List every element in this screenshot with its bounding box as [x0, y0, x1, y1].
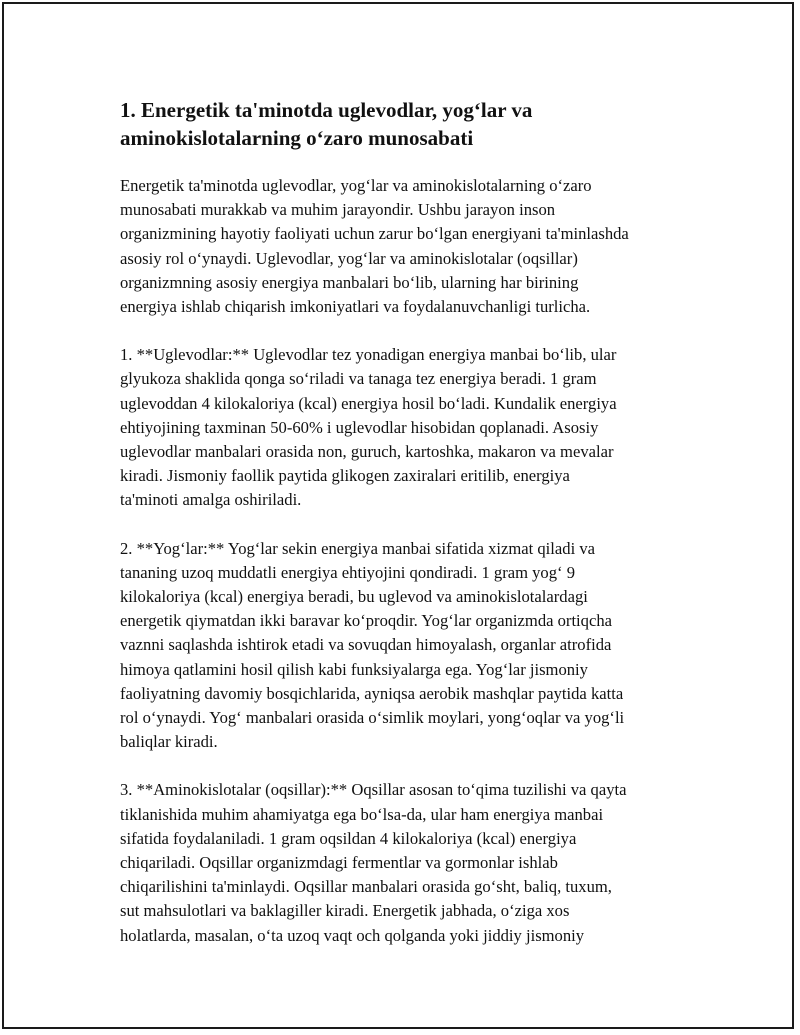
text-line: asosiy rol o‘ynaydi. Uglevodlar, yog‘lar va aminokislotalar (oqsillar) [120, 248, 578, 268]
title-line: aminokislotalarning o‘zaro munosabati [120, 126, 474, 150]
title-line: 1. Energetik ta'minotda uglevodlar, yog‘lar va [120, 98, 533, 122]
intro-paragraph [120, 174, 700, 319]
text-line: ehtiyojining taxminan 50-60% i uglevodlar hisobidan qoplanadi. Asosiy [120, 417, 599, 437]
text-line: munosabati murakkab va muhim jarayondir. Ushbu jarayon inson [120, 200, 556, 220]
text-line: kilokaloriya (kcal) energiya beradi, bu uglevod va aminokislotalardagi [120, 587, 588, 607]
text-line: 2. **Yog‘lar:** Yog‘lar sekin energiya manbai sifatida xizmat qiladi va [120, 538, 595, 558]
text-line: organizmining hayotiy faoliyati uchun zarur bo‘lgan energiyani ta'minlashda [120, 224, 629, 244]
text-line: himoya qatlamini hosil qilish kabi funksiyalarga ega. Yog‘lar jismoniy [120, 659, 588, 679]
text-line: vaznni saqlashda ishtirok etadi va sovuqdan himoyalash, organlar atrofida [120, 635, 612, 655]
text-line: chiqariladi. Oqsillar organizmdagi fermentlar va gormonlar ishlab [120, 853, 558, 873]
text-line: sifatida foydalaniladi. 1 gram oqsildan 4 kilokaloriya (kcal) energiya [120, 828, 577, 848]
text-line: rol o‘ynaydi. Yog‘ manbalari orasida o‘simlik moylari, yong‘oqlar va yog‘li [120, 708, 625, 728]
text-line: sut mahsulotlari va baklagiller kiradi. Energetik jabhada, o‘ziga xos [120, 901, 570, 921]
text-line: uglevodlar manbalari orasida non, guruch, kartoshka, makaron va mevalar [120, 442, 614, 462]
text-line: 3. **Aminokislotalar (oqsillar):** Oqsillar asosan to‘qima tuzilishi va qayta [120, 780, 627, 800]
document-body [120, 96, 700, 972]
text-line: energetik qiymatdan ikki baravar ko‘proqdir. Yog‘lar organizmda ortiqcha [120, 611, 612, 631]
text-line: Energetik ta'minotda uglevodlar, yog‘lar va aminokislotalarning o‘zaro [120, 176, 592, 195]
fats-paragraph [120, 537, 700, 755]
text-line: 1. **Uglevodlar:** Uglevodlar tez yonadigan energiya manbai bo‘lib, ular [120, 345, 617, 365]
text-line: kiradi. Jismoniy faollik paytida glikogen zaxiralari eritilib, energiya [120, 466, 570, 486]
text-line: ta'minoti amalga oshiriladi. [120, 490, 302, 510]
text-line: faoliyatning davomiy bosqichlarida, ayniqsa aerobik mashqlar paytida katta [120, 683, 624, 703]
text-line: holatlarda, masalan, o‘ta uzoq vaqt och qolganda yoki jiddiy jismoniy [120, 925, 585, 945]
text-line: tiklanishida muhim ahamiyatga ega bo‘lsa-da, ular ham energiya manbai [120, 804, 604, 824]
amino-acids-paragraph [120, 778, 700, 947]
text-line: tananing uzoq muddatli energiya ehtiyojini qondiradi. 1 gram yog‘ 9 [120, 562, 575, 582]
page-title [120, 96, 700, 152]
text-line: glyukoza shaklida qonga so‘riladi va tanaga tez energiya beradi. 1 gram [120, 369, 597, 389]
carbohydrates-paragraph [120, 343, 700, 512]
text-line: uglevoddan 4 kilokaloriya (kcal) energiya hosil bo‘ladi. Kundalik energiya [120, 393, 617, 413]
text-line: organizmning asosiy energiya manbalari bo‘lib, ularning har birining [120, 272, 579, 292]
text-line: energiya ishlab chiqarish imkoniyatlari va foydalanuvchanligi turlicha. [120, 297, 591, 317]
text-line: chiqarilishini ta'minlaydi. Oqsillar manbalari orasida go‘sht, baliq, tuxum, [120, 877, 612, 897]
page-frame [2, 2, 794, 1029]
text-line: baliqlar kiradi. [120, 732, 218, 752]
